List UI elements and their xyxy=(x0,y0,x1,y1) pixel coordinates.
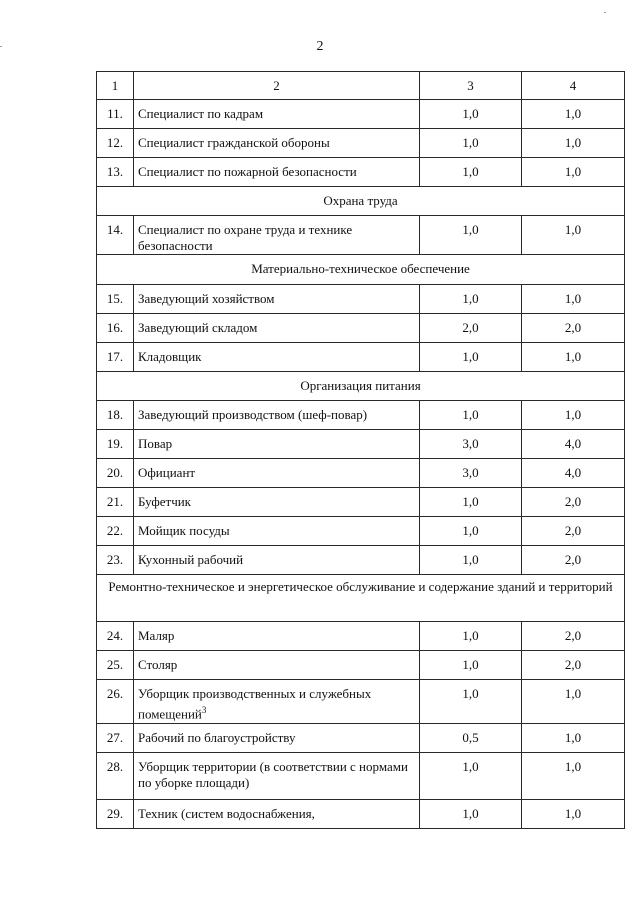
col3-value-cell xyxy=(420,158,522,187)
footnote-mark: 3 xyxy=(201,705,207,715)
col4-value-cell xyxy=(522,401,625,430)
col3-value: 0,5 xyxy=(462,730,479,745)
col3-value-cell xyxy=(420,129,522,158)
table-row xyxy=(97,724,625,753)
position-title: Заведующий хозяйством xyxy=(138,291,275,306)
position-title: Техник (систем водоснабжения, xyxy=(138,806,315,821)
col4-value-cell xyxy=(522,546,625,575)
section-row xyxy=(97,575,625,622)
col3-value: 1,0 xyxy=(462,523,479,538)
row-number-cell xyxy=(97,517,134,546)
col4-value: 4,0 xyxy=(564,465,582,480)
col3-value-cell xyxy=(420,800,522,829)
col3-value: 1,0 xyxy=(462,349,479,364)
col3-value: 1,0 xyxy=(462,686,479,701)
col3-value-cell xyxy=(420,314,522,343)
table-row xyxy=(97,546,625,575)
row-number: 25. xyxy=(106,657,124,672)
section-row xyxy=(97,372,625,401)
col3-value-cell xyxy=(420,343,522,372)
section-heading-cell xyxy=(97,187,625,216)
col3-value: 1,0 xyxy=(462,806,479,821)
position-title: Уборщик производственных и служебных помещений xyxy=(138,686,372,722)
col3-value: 3,0 xyxy=(462,465,479,480)
row-number-cell xyxy=(97,651,134,680)
table-row xyxy=(97,216,625,255)
table-row xyxy=(97,430,625,459)
col4-value-cell xyxy=(522,285,625,314)
col4-value: 4,0 xyxy=(564,436,582,451)
position-title-cell xyxy=(134,401,420,430)
staffing-table-body xyxy=(97,72,625,829)
row-number: 13. xyxy=(106,164,124,179)
col3-value: 2,0 xyxy=(462,320,479,335)
header-label: 4 xyxy=(569,77,577,93)
col3-value: 1,0 xyxy=(462,494,479,509)
position-title-cell xyxy=(134,129,420,158)
row-number: 27. xyxy=(106,730,124,745)
position-title-cell xyxy=(134,800,420,829)
table-row xyxy=(97,622,625,651)
col3-value-cell xyxy=(420,517,522,546)
row-number: 12. xyxy=(106,135,124,150)
table-row xyxy=(97,285,625,314)
col4-value: 1,0 xyxy=(564,806,582,821)
col3-value: 1,0 xyxy=(462,407,479,422)
col4-value: 1,0 xyxy=(564,291,582,306)
row-number: 29. xyxy=(106,806,124,821)
col3-value-cell xyxy=(420,680,522,724)
table-row xyxy=(97,100,625,129)
col3-value: 3,0 xyxy=(462,436,479,451)
row-number: 23. xyxy=(106,552,124,567)
table-row xyxy=(97,343,625,372)
position-title: Кладовщик xyxy=(138,349,202,364)
position-title-cell xyxy=(134,314,420,343)
position-title-cell xyxy=(134,680,420,724)
row-number-cell xyxy=(97,314,134,343)
row-number-cell xyxy=(97,129,134,158)
position-title: Буфетчик xyxy=(138,494,192,509)
col4-value-cell xyxy=(522,800,625,829)
table-row xyxy=(97,488,625,517)
row-number: 18. xyxy=(106,407,124,422)
table-row xyxy=(97,800,625,829)
col3-value-cell xyxy=(420,724,522,753)
col4-value: 1,0 xyxy=(564,164,582,179)
position-title-cell xyxy=(134,622,420,651)
scan-speck xyxy=(604,12,606,13)
col4-value: 2,0 xyxy=(564,320,582,335)
position-title-cell xyxy=(134,459,420,488)
position-title: Мойщик посуды xyxy=(138,523,230,538)
row-number: 16. xyxy=(106,320,124,335)
position-title: Уборщик территории (в соответствии с нормами по уборке площади) xyxy=(138,759,408,790)
col3-value: 1,0 xyxy=(462,291,479,306)
position-title-cell xyxy=(134,285,420,314)
col3-value-cell xyxy=(420,622,522,651)
table-row xyxy=(97,753,625,800)
position-title-cell xyxy=(134,546,420,575)
row-number-cell xyxy=(97,724,134,753)
col3-value: 1,0 xyxy=(462,759,479,774)
position-title-cell xyxy=(134,158,420,187)
row-number: 21. xyxy=(106,494,124,509)
position-title: Официант xyxy=(138,465,196,480)
row-number-cell xyxy=(97,459,134,488)
row-number: 14. xyxy=(106,222,124,237)
col3-value: 1,0 xyxy=(462,552,479,567)
table-row xyxy=(97,314,625,343)
header-row xyxy=(97,72,625,100)
col4-value-cell xyxy=(522,622,625,651)
header-cell-2 xyxy=(134,72,420,100)
col4-value: 1,0 xyxy=(564,222,582,237)
col4-value: 2,0 xyxy=(564,523,582,538)
row-number-cell xyxy=(97,800,134,829)
col4-value: 2,0 xyxy=(564,552,582,567)
col4-value-cell xyxy=(522,216,625,255)
col4-value: 1,0 xyxy=(564,730,582,745)
col4-value: 1,0 xyxy=(564,686,582,701)
table-row xyxy=(97,680,625,724)
col4-value: 2,0 xyxy=(564,494,582,509)
position-title-cell xyxy=(134,753,420,800)
col4-value-cell xyxy=(522,459,625,488)
position-title: Маляр xyxy=(138,628,175,643)
row-number: 22. xyxy=(106,523,124,538)
row-number-cell xyxy=(97,401,134,430)
row-number-cell xyxy=(97,343,134,372)
col3-value-cell xyxy=(420,488,522,517)
col4-value: 1,0 xyxy=(564,349,582,364)
col3-value-cell xyxy=(420,216,522,255)
table-row xyxy=(97,158,625,187)
col3-value-cell xyxy=(420,430,522,459)
position-title: Заведующий складом xyxy=(138,320,258,335)
row-number-cell xyxy=(97,216,134,255)
col4-value-cell xyxy=(522,517,625,546)
position-title-cell xyxy=(134,517,420,546)
col3-value: 1,0 xyxy=(462,164,479,179)
col4-value-cell xyxy=(522,129,625,158)
col3-value-cell xyxy=(420,546,522,575)
position-title: Специалист по кадрам xyxy=(138,106,264,121)
col3-value: 1,0 xyxy=(462,657,479,672)
position-title: Специалист по охране труда и технике безопасности xyxy=(138,222,353,253)
row-number-cell xyxy=(97,622,134,651)
position-title-cell xyxy=(134,651,420,680)
row-number: 28. xyxy=(106,759,124,774)
position-title: Столяр xyxy=(138,657,178,672)
row-number-cell xyxy=(97,100,134,129)
header-cell-4 xyxy=(522,72,625,100)
row-number-cell xyxy=(97,753,134,800)
col4-value-cell xyxy=(522,651,625,680)
col4-value: 1,0 xyxy=(564,407,582,422)
table-row xyxy=(97,401,625,430)
section-heading: Организация питания xyxy=(300,378,421,393)
row-number: 26. xyxy=(106,686,124,701)
col4-value-cell xyxy=(522,488,625,517)
row-number-cell xyxy=(97,546,134,575)
col4-value: 2,0 xyxy=(564,628,582,643)
scan-speck xyxy=(0,46,2,47)
section-row xyxy=(97,187,625,216)
row-number-cell xyxy=(97,285,134,314)
position-title-cell xyxy=(134,216,420,255)
section-heading-cell xyxy=(97,255,625,285)
col4-value-cell xyxy=(522,158,625,187)
col4-value: 1,0 xyxy=(564,135,582,150)
position-title: Специалист гражданской обороны xyxy=(138,135,330,150)
col3-value: 1,0 xyxy=(462,106,479,121)
position-title-cell xyxy=(134,430,420,459)
col3-value: 1,0 xyxy=(462,135,479,150)
row-number-cell xyxy=(97,430,134,459)
row-number: 17. xyxy=(106,349,124,364)
row-number: 19. xyxy=(106,436,124,451)
table-row xyxy=(97,651,625,680)
col4-value: 1,0 xyxy=(564,106,582,121)
section-heading-cell xyxy=(97,372,625,401)
position-title: Кухонный рабочий xyxy=(138,552,244,567)
col3-value-cell xyxy=(420,459,522,488)
col4-value-cell xyxy=(522,724,625,753)
position-title-cell xyxy=(134,100,420,129)
table-row xyxy=(97,129,625,158)
row-number: 11. xyxy=(107,106,123,121)
col4-value: 1,0 xyxy=(564,759,582,774)
section-heading: Ремонтно-техническое и энергетическое обслуживание и содержание зданий и территорий xyxy=(108,579,613,594)
staffing-table xyxy=(96,71,625,829)
position-title: Заведующий производством (шеф-повар) xyxy=(138,407,368,422)
table-row xyxy=(97,459,625,488)
section-heading-cell xyxy=(97,575,625,622)
position-title: Специалист по пожарной безопасности xyxy=(138,164,357,179)
position-title-cell xyxy=(134,343,420,372)
page-number: 2 xyxy=(316,39,324,54)
table-row xyxy=(97,517,625,546)
row-number: 15. xyxy=(106,291,124,306)
col3-value-cell xyxy=(420,285,522,314)
col3-value: 1,0 xyxy=(462,628,479,643)
header-label: 1 xyxy=(111,77,119,93)
header-label: 3 xyxy=(467,77,474,93)
section-row xyxy=(97,255,625,285)
row-number: 24. xyxy=(106,628,124,643)
position-title-cell xyxy=(134,488,420,517)
section-heading: Охрана труда xyxy=(323,193,398,208)
row-number-cell xyxy=(97,488,134,517)
header-label: 2 xyxy=(273,77,280,93)
header-cell-1 xyxy=(97,72,134,100)
header-cell-3 xyxy=(420,72,522,100)
position-title: Рабочий по благоустройству xyxy=(138,730,296,745)
position-title: Повар xyxy=(138,436,173,451)
row-number-cell xyxy=(97,158,134,187)
col3-value-cell xyxy=(420,100,522,129)
row-number: 20. xyxy=(106,465,124,480)
col3-value: 1,0 xyxy=(462,222,479,237)
col3-value-cell xyxy=(420,651,522,680)
col3-value-cell xyxy=(420,753,522,800)
position-title-cell xyxy=(134,724,420,753)
col3-value-cell xyxy=(420,401,522,430)
col4-value: 2,0 xyxy=(564,657,582,672)
col4-value-cell xyxy=(522,430,625,459)
col4-value-cell xyxy=(522,343,625,372)
col4-value-cell xyxy=(522,100,625,129)
section-heading: Материально-техническое обеспечение xyxy=(251,261,470,276)
col4-value-cell xyxy=(522,753,625,800)
col4-value-cell xyxy=(522,314,625,343)
row-number-cell xyxy=(97,680,134,724)
col4-value-cell xyxy=(522,680,625,724)
